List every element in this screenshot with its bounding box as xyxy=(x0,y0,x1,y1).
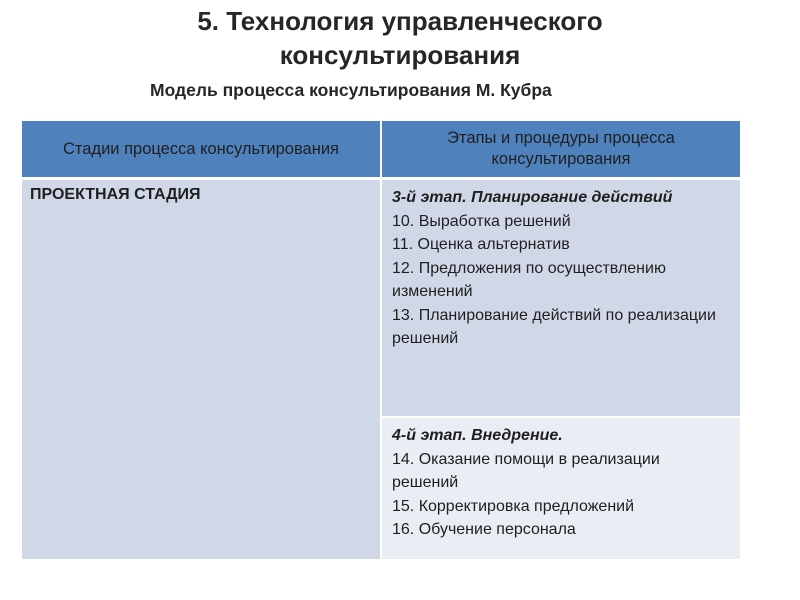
procedure-item: 15. Корректировка предложений xyxy=(392,497,635,515)
procedure-item: 12. Предложения по осуществлению изменений xyxy=(392,259,666,300)
page-subtitle: Модель процесса консультирования М. Кубра xyxy=(150,80,552,100)
procedure-item: 13. Планирование действий по реализации решений xyxy=(392,306,716,347)
page-title-line-1: 5. Технология управленческого xyxy=(197,6,603,36)
phase-title: 3-й этап. Планирование действий xyxy=(392,189,673,206)
phase-cell-3 xyxy=(381,179,740,418)
page-title xyxy=(0,4,800,72)
phase-cell-4 xyxy=(381,417,740,559)
procedure-item: 16. Обучение персонала xyxy=(392,521,576,538)
stage-cell: ПРОЕКТНАЯ СТАДИЯ xyxy=(22,179,381,560)
procedure-item: 11. Оценка альтернатив xyxy=(392,236,570,253)
procedure-item: 10. Выработка решений xyxy=(392,212,571,230)
page-title-line-2: консультирования xyxy=(279,40,521,70)
consulting-model-table xyxy=(22,121,740,559)
phase-title: 4-й этап. Внедрение. xyxy=(392,427,563,444)
procedure-item: 14. Оказание помощи в реализации решений xyxy=(392,450,660,491)
header-phases: Этапы и процедуры процесса консультирования xyxy=(381,121,740,179)
table-header-row xyxy=(22,121,740,179)
table-row xyxy=(22,179,740,418)
header-stages: Стадии процесса консультирования xyxy=(22,121,381,179)
